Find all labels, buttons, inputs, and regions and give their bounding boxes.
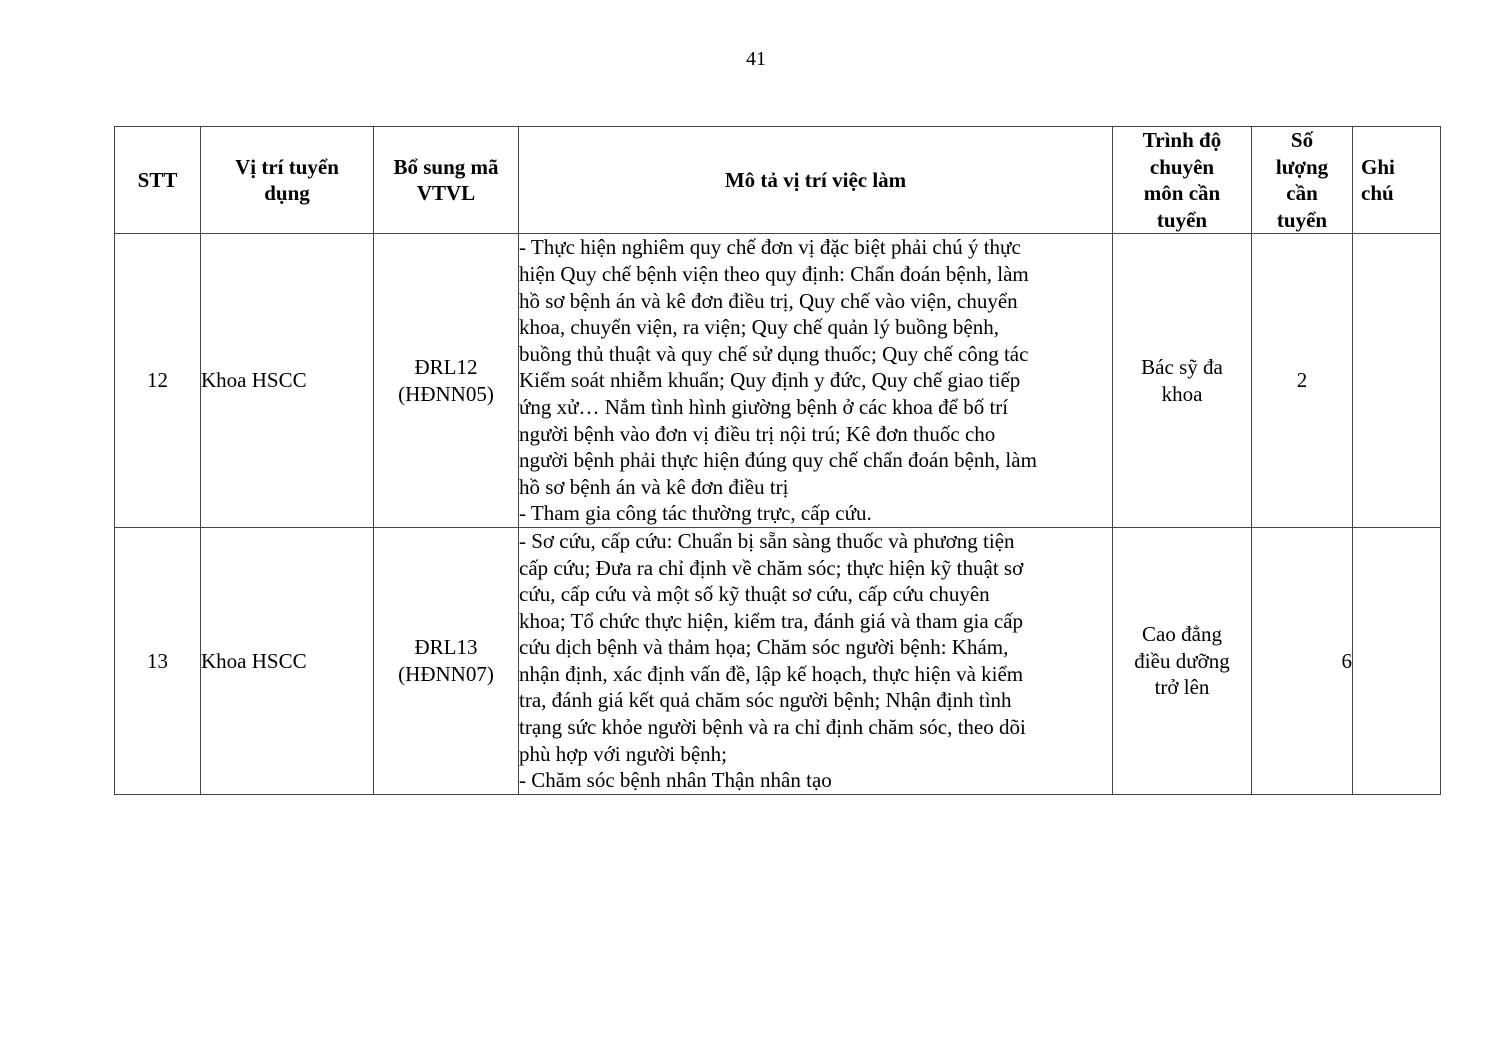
cell-quantity: 2	[1252, 234, 1353, 528]
cell-description: - Sơ cứu, cấp cứu: Chuẩn bị sẵn sàng thuốc và phương tiện cấp cứu; Đưa ra chỉ định về chăm sóc; thực hiện kỹ thuật sơ cứu, cấp cứu và một số kỹ thuật sơ cứu, cấp cứu chuyên khoa; Tổ chức thực hiện, kiểm tra, đánh giá và tham gia cấp cứu dịch bệnh và thảm họa; Chăm sóc người bệnh: Khám, nhận định, xác định vấn đề, lập kế hoạch, thực hiện và kiểm tra, đánh giá kết quả chăm sóc người bệnh; Nhận định tình trạng sức khỏe người bệnh và ra chỉ định chăm sóc, theo dõi phù hợp với người bệnh; - Chăm sóc bệnh nhân Thận nhân tạo	[519, 527, 1113, 794]
cell-note	[1353, 527, 1441, 794]
header-note: Ghi chú	[1353, 127, 1441, 234]
header-row	[115, 127, 1441, 234]
cell-quantity: 6	[1252, 527, 1353, 794]
cell-stt: 13	[115, 527, 201, 794]
table-row	[115, 234, 1441, 528]
cell-stt: 12	[115, 234, 201, 528]
cell-position: Khoa HSCC	[201, 234, 374, 528]
header-quantity: Số lượng cần tuyển	[1252, 127, 1353, 234]
cell-note	[1353, 234, 1441, 528]
cell-description: - Thực hiện nghiêm quy chế đơn vị đặc biệt phải chú ý thực hiện Quy chế bệnh viện theo quy định: Chẩn đoán bệnh, làm hồ sơ bệnh án và kê đơn điều trị, Quy chế vào viện, chuyển khoa, chuyển viện, ra viện; Quy chế quản lý buồng bệnh, buồng thủ thuật và quy chế sử dụng thuốc; Quy chế công tác Kiểm soát nhiễm khuẩn; Quy định y đức, Quy chế giao tiếp ứng xử… Nắm tình hình giường bệnh ở các khoa để bố trí người bệnh vào đơn vị điều trị nội trú; Kê đơn thuốc cho người bệnh phải thực hiện đúng quy chế chẩn đoán bệnh, làm hồ sơ bệnh án và kê đơn điều trị - Tham gia công tác thường trực, cấp cứu.	[519, 234, 1113, 528]
page-number: 41	[746, 48, 766, 70]
header-code: Bổ sung mã VTVL	[374, 127, 519, 234]
cell-code: ĐRL12 (HĐNN05)	[374, 234, 519, 528]
recruitment-table	[114, 126, 1441, 795]
cell-qualification: Bác sỹ đa khoa	[1113, 234, 1252, 528]
header-stt: STT	[115, 127, 201, 234]
cell-qualification: Cao đẳng điều dưỡng trở lên	[1113, 527, 1252, 794]
header-position: Vị trí tuyển dụng	[201, 127, 374, 234]
cell-code: ĐRL13 (HĐNN07)	[374, 527, 519, 794]
table-row	[115, 527, 1441, 794]
cell-position: Khoa HSCC	[201, 527, 374, 794]
header-description: Mô tả vị trí việc làm	[519, 127, 1113, 234]
header-qualification: Trình độ chuyên môn cần tuyển	[1113, 127, 1252, 234]
